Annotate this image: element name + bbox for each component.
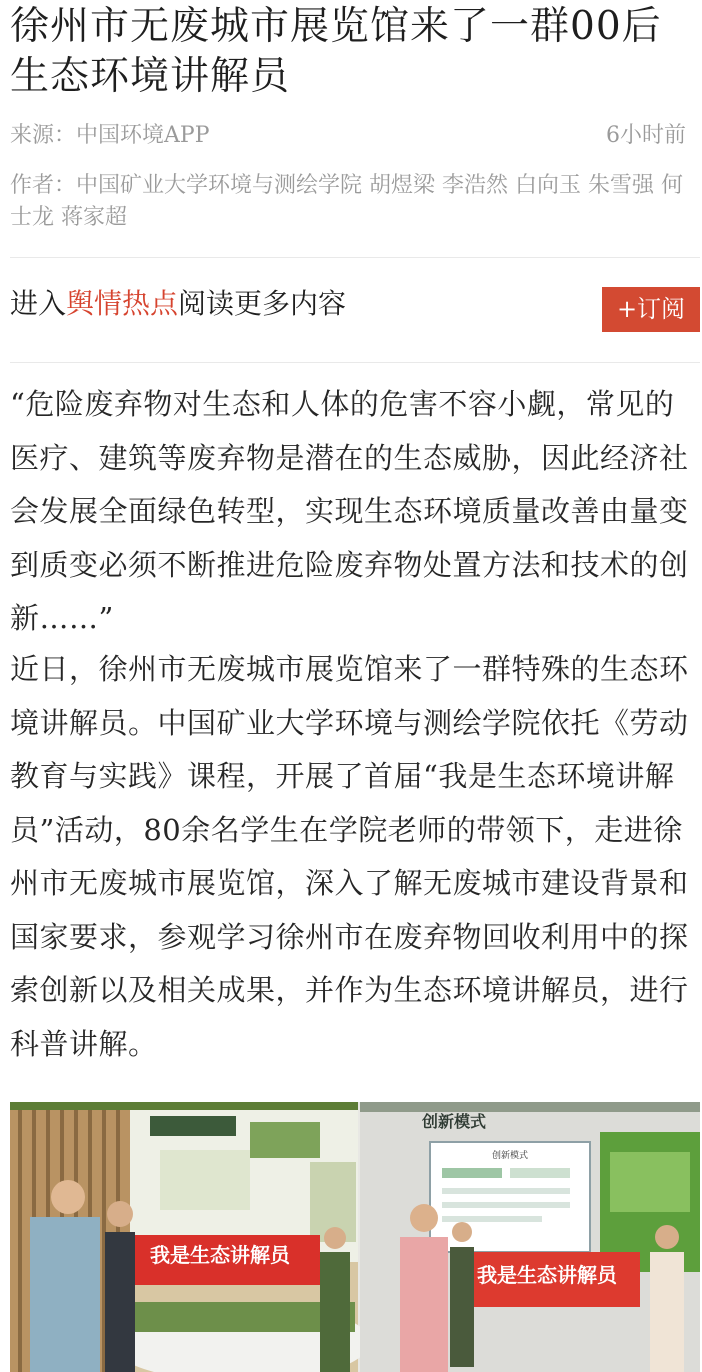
divider (10, 362, 700, 363)
article-paragraph: 近日，徐州市无废城市展览馆来了一群特殊的生态环境讲解员。中国矿业大学环境与测绘学院依托《劳动教育与实践》课程，开展了首届“我是生态环境讲解员”活动，80余名学生在学院老师的带领下，走进徐州市无废城市展览馆，深入了解无废城市建设背景和国家要求，参观学习徐州市在废弃物回收利用中的探索创新以及相关成果，并作为生态环境讲解员，进行科普讲解。 (10, 652, 689, 1061)
screen-heading: 创新模式 (491, 1151, 529, 1161)
banner-left (120, 1235, 320, 1285)
subscribe-button[interactable]: +订阅 (602, 287, 700, 332)
banner-right-text: 我是生态讲解员 (477, 1263, 617, 1287)
promo-line (10, 284, 346, 324)
promo-prefix: 进入 (10, 287, 67, 320)
article-time: 6小时前 (606, 123, 686, 148)
hot-topics-link[interactable]: 舆情热点 (66, 287, 179, 320)
divider (10, 257, 700, 258)
article-paragraph: “危险废弃物对生态和人体的危害不容小觑，常见的医疗、建筑等废弃物是潜在的生态威胁，因此经济社会发展全面绿色转型，实现生态环境质量改善由量变到质变必须不断推进危险废弃物处置方法和技术的创新……” (10, 387, 689, 635)
panel-heading: 创新模式 (422, 1112, 487, 1131)
promo-suffix: 阅读更多内容 (178, 287, 347, 320)
article-author: 作者：中国矿业大学环境与测绘学院 胡煜梁 李浩然 白向玉 朱雪强 何士龙 蒋家超 (10, 173, 683, 230)
article-title: 徐州市无废城市展览馆来了一群00后生态环境讲解员 (10, 4, 662, 99)
article-source: 来源：中国环境APP (10, 123, 210, 148)
banner-left-text: 我是生态讲解员 (150, 1243, 290, 1267)
photo-illustration (10, 1102, 700, 1372)
banner-right (455, 1252, 640, 1307)
article-photo[interactable] (10, 1102, 700, 1372)
